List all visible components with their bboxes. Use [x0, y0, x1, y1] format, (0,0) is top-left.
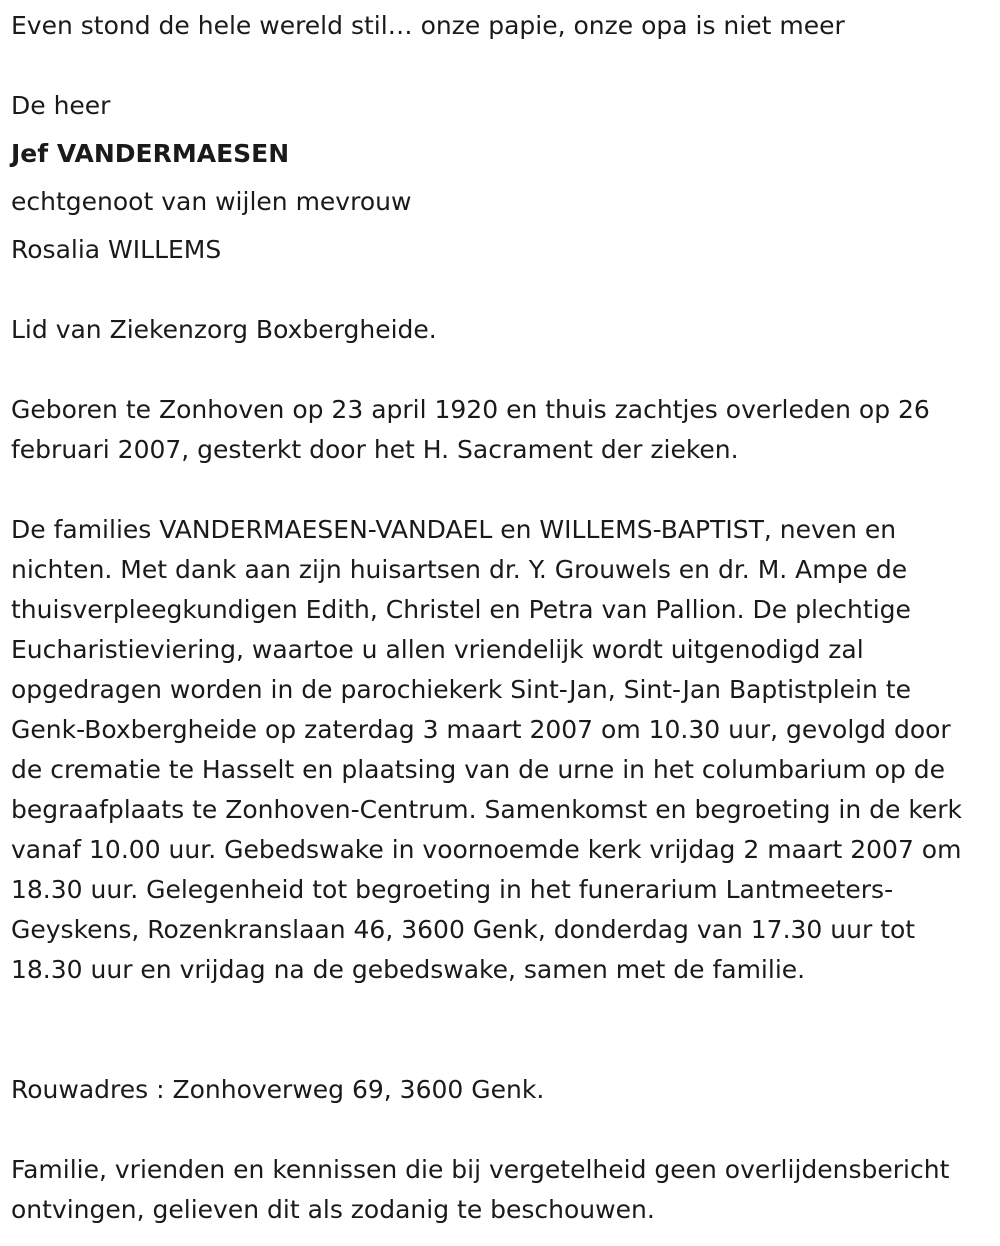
mourning-address: Rouwadres : Zonhoverweg 69, 3600 Genk. [11, 1075, 545, 1104]
intro-line: Even stond de hele wereld stil… onze papie, onze opa is niet meer [11, 11, 845, 40]
spouse-line-1: echtgenoot van wijlen mevrouw [11, 187, 412, 216]
honorific-title: De heer [11, 91, 111, 120]
closing-paragraph: Familie, vrienden en kennissen die bij vergetelheid geen overlijdensbericht ontvingen, gelieven dit als zodanig te beschouwen. [11, 1155, 950, 1224]
birth-death-paragraph: Geboren te Zonhoven op 23 april 1920 en thuis zachtjes overleden op 26 februari 2007, gesterkt door het H. Sacrament der zieken. [11, 395, 930, 464]
membership-line: Lid van Ziekenzorg Boxbergheide. [11, 315, 437, 344]
deceased-name: Jef VANDERMAESEN [11, 139, 290, 168]
spouse-line-2: Rosalia WILLEMS [11, 235, 222, 264]
families-ceremony-paragraph: De families VANDERMAESEN-VANDAEL en WILLEMS-BAPTIST, neven en nichten. Met dank aan zijn huisartsen dr. Y. Grouwels en dr. M. Ampe de thuisverpleegkundigen Edith, Christel en Petra van Pallion. De plechtige Eucharistieviering, waartoe u allen vriendelijk wordt uitgenodigd zal opgedragen worden in de parochiekerk Sint-Jan, Sint-Jan Baptistplein te Genk-Boxbergheide op zaterdag 3 maart 2007 om 10.30 uur, gevolgd door de crematie te Hasselt en plaatsing van de urne in het columbarium op de begraafplaats te Zonhoven-Centrum. Samenkomst en begroeting in de kerk vanaf 10.00 uur. Gebedswake in voornoemde kerk vrijdag 2 maart 2007 om 18.30 uur. Gelegenheid tot begroeting in het funerarium Lantmeeters-Geyskens, Rozenkranslaan 46, 3600 Genk, donderdag van 17.30 uur tot 18.30 uur en vrijdag na de gebedswake, samen met de familie. [11, 515, 963, 984]
